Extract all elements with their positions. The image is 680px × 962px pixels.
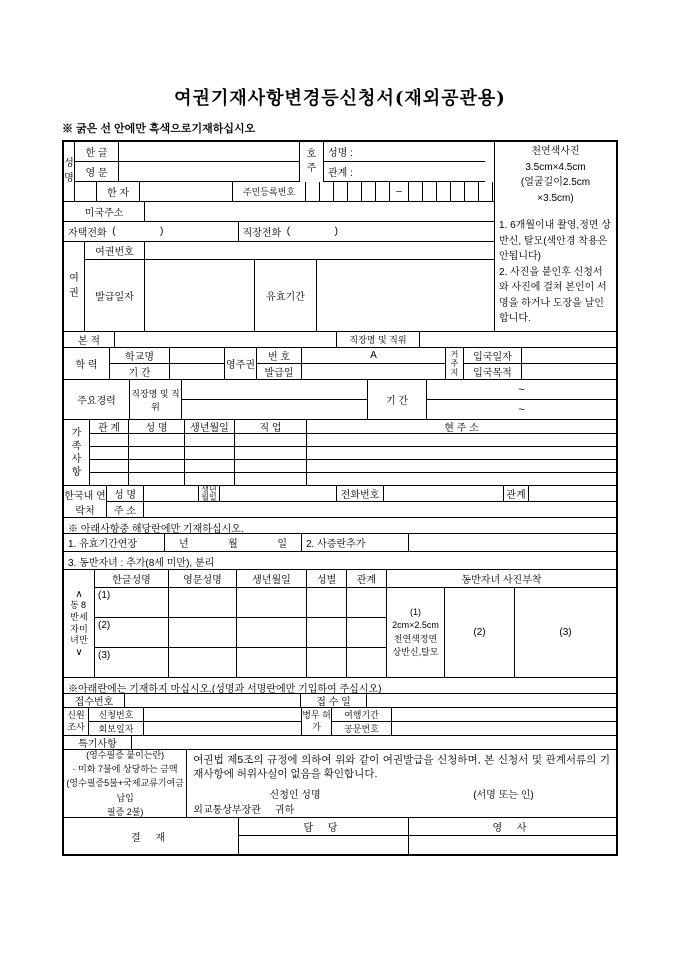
photo-note-1: 1. 6개월이내 촬영,정면 상반신, 탈모(색안경 착용은 안됩니다) [499,220,611,262]
child-photo-box-3[interactable]: (3) [559,627,572,638]
family-col-name: 성 명 [129,420,185,433]
us-address-field[interactable] [145,202,494,221]
school-period-field[interactable] [170,364,224,379]
minister-label: 외교통상부장관 [193,805,261,817]
child-birth-field[interactable] [237,648,307,677]
application-form [62,140,618,856]
child-relation-field[interactable] [347,588,387,617]
section-approval [64,818,616,854]
section-education [64,348,616,380]
home-phone-field[interactable] [64,222,239,241]
bracket-bottom: ∨ [75,646,83,658]
military-group-label: 병무 허가 [301,708,332,735]
green-card-issue-label: 발급일 [257,364,302,379]
jumin-digit-box[interactable] [409,182,423,201]
english-name-label: 영 문 [75,162,119,181]
work-phone-field[interactable] [239,222,494,241]
doc-number-field[interactable] [392,722,616,735]
home-phone-paren: ( ) [112,226,164,237]
career-period-field-2[interactable]: ~ [518,403,525,416]
us-address-label: 미국주소 [64,202,145,221]
passport-number-label: 여권번호 [85,242,145,259]
child-gender-field[interactable] [307,588,347,617]
id-app-number-field[interactable] [144,708,301,721]
korea-contact-phone-label: 전화번호 [337,486,384,501]
child-photo-spec-number: (1) [410,606,421,617]
children-col-relation: 관계 [347,570,387,587]
signature-label: (서명 또는 인) [473,790,534,802]
family-relation-field[interactable] [90,434,129,446]
child-hangul-field[interactable]: (2) [95,618,169,647]
special-note-label: 특기사항 [64,736,132,749]
photo-attachment-area [495,142,616,331]
section-identity [64,142,616,332]
family-group-label: 가족사항 [64,420,90,485]
family-birth-field[interactable] [185,447,235,459]
section-origin [64,332,616,348]
child-english-field[interactable] [169,618,237,647]
child-hangul-field[interactable]: (1) [95,588,169,617]
householder-relation-field[interactable]: 관계 : [324,162,485,182]
name-group-label: 성명 [64,142,75,201]
doc-number-label: 공문번호 [332,722,392,735]
jumin-digit-box[interactable] [362,182,376,201]
workplace-label: 직장명 및 직위 [337,332,420,347]
green-card-number-field[interactable]: A [370,350,377,361]
jumin-digit-box[interactable] [479,182,493,201]
consul-label: 영 사 [492,823,533,834]
validity-label: 유효기간 [255,260,317,331]
photo-title: 천연색사진 [531,146,580,157]
korea-contact-group-label: 한국내 연락처 [64,486,107,517]
page-title: 여권기재사항변경등신청서(재외공관용) [174,88,506,109]
korea-contact-name-field[interactable] [144,486,199,501]
home-phone-label: 자택전화 [68,228,107,239]
jumin-digit-box[interactable] [306,182,320,201]
receipt-number-field[interactable] [125,694,301,707]
korea-contact-relation-label: 관계 [504,486,529,501]
children-group-label [64,570,95,677]
receipt-date-label: 접 수 일 [301,694,367,707]
child-gender-field[interactable] [307,648,347,677]
section-career [64,380,616,420]
bracket-top: ∧ [75,589,83,601]
child-birth-field[interactable] [237,618,307,647]
work-phone-paren: ( ) [286,226,338,237]
dear-label: 귀하 [274,805,295,817]
child-photo-spec-color: 천연색정면 [393,633,438,644]
career-period-field-1[interactable]: ~ [427,380,616,400]
origin-field[interactable] [115,332,337,347]
family-job-field[interactable] [235,473,307,485]
korea-contact-phone-field[interactable] [384,486,504,501]
passport-number-field[interactable] [145,242,494,259]
korea-contact-address-label: 주 소 [107,502,144,517]
householder-group-label: 호주 [300,142,324,182]
issue-date-field[interactable] [145,260,255,331]
career-group-label: 주요경력 [64,380,130,419]
children-vert-label-1: 동반자녀 [70,600,79,646]
stamp-line-1: (영수필증 붙이는란) [86,749,165,760]
child-english-field[interactable] [169,588,237,617]
visa-pages-label: 2. 사증란추가 [302,534,409,551]
jumin-digit-box[interactable] [376,182,390,201]
id-reply-date-label: 회보일자 [89,722,144,735]
fill-instruction: ※ 굵은 선 안에만 흑색으로기재하십시오 [62,123,256,135]
child-photo-spec-size: 2cm×2.5cm [392,620,439,630]
education-group-label: 학 력 [64,348,110,379]
children-col-gender: 성별 [307,570,347,587]
jumin-digit-box[interactable] [437,182,451,201]
child-birth-field[interactable] [237,588,307,617]
child-english-field[interactable] [169,648,237,677]
family-name-field[interactable] [129,473,185,485]
extension-label: 1. 유효기간연장 [64,534,165,551]
section-declaration [64,750,616,818]
school-label: 학교명 [110,348,170,363]
section-family [64,420,616,486]
family-relation-field[interactable] [90,460,129,472]
family-name-field[interactable] [129,434,185,446]
jumin-digit-box[interactable] [465,182,479,201]
children-row-3 [95,648,387,677]
section-korea-contact [64,486,616,518]
hangul-name-field[interactable] [119,142,300,161]
korea-contact-birth-label: 생년월일 [199,486,220,501]
children-row-1 [95,588,387,618]
jumin-digit-box[interactable] [320,182,334,201]
children-col-birth: 생년월일 [237,570,307,587]
children-col-hangul: 한글성명 [95,570,169,587]
resident-number-boxes [306,182,506,201]
family-col-relation: 관 계 [90,420,129,433]
family-row [90,434,616,447]
family-row [90,473,616,485]
travel-period-field[interactable] [392,708,616,721]
stamp-line-4: 필증 2불) [106,807,144,818]
family-relation-field[interactable] [90,473,129,485]
children-vert-label-2: 8세미만 [79,600,88,646]
photo-note-2: 2. 사진을 붙인후 신청서와 사진에 걸쳐 본인이 서명을 하거나 도장을 날인합니다. [499,266,607,324]
travel-period-label: 여행기간 [332,708,392,721]
green-card-label: 영주권 [224,348,257,379]
jumin-digit-box[interactable] [334,182,348,201]
jumin-digit-box[interactable] [348,182,362,201]
family-birth-field[interactable] [185,434,235,446]
career-workplace-label: 직장명 및 직위 [130,380,182,419]
issue-date-label: 발급일자 [85,260,145,331]
jumin-digit-box[interactable] [423,182,437,201]
declaration-text: 여권법 제5조의 규정에 의하여 위와 같이 여권발급을 신청하며, 본 신청서 및 관계서류의 기재사항에 허위사실이 없음을 확인합니다. [193,754,610,781]
family-col-address: 현 주 소 [444,423,479,434]
family-job-field[interactable] [235,447,307,459]
special-note-field[interactable] [132,736,616,749]
child-photo-box-2[interactable]: (2) [445,588,515,677]
career-period-label: 기 간 [367,380,427,419]
jumin-digit-box[interactable] [451,182,465,201]
family-relation-field[interactable] [90,447,129,459]
id-check-group-label: 신원 조사 [64,708,89,735]
consul-sign-field[interactable] [409,836,616,854]
stamp-line-2: · 미화 7불에 상당하는 금액 [72,763,178,774]
children-row-2 [95,618,387,648]
receipt-date-field[interactable] [367,694,616,707]
family-address-field[interactable] [307,447,616,459]
validity-field[interactable] [317,260,494,331]
receipt-number-label: 접수번호 [64,694,125,707]
stamp-box [64,750,187,817]
family-name-field[interactable] [129,447,185,459]
section-children [64,570,616,678]
photo-size: 3.5cm×4.5cm [525,161,586,173]
children-title: 3. 동반자녀 : 추가(8세 미만), 분리 [64,552,616,570]
staff-sign-field[interactable] [239,836,409,854]
workplace-field[interactable] [420,332,616,347]
children-col-photo: 동반자녀 사진부착 [461,575,542,586]
origin-label: 본 적 [64,332,115,347]
family-address-field[interactable] [307,473,616,485]
korea-contact-birth-field[interactable] [220,486,337,501]
jumin-dash: – [390,182,410,201]
child-relation-field[interactable] [347,618,387,647]
photo-face-size-1: (얼굴길이2.5cm [520,177,591,188]
hanja-name-label: 한 자 [96,182,140,201]
hangul-name-label: 한 글 [75,142,119,161]
stamp-line-3: (영수필증5불+국제교류기여금납입 [66,778,184,803]
entry-date-label: 입국일자 [464,348,522,363]
english-name-field[interactable] [119,162,300,181]
section-options [64,534,616,552]
korea-contact-address-field[interactable] [144,502,616,517]
family-job-field[interactable] [235,434,307,446]
section-receipt [64,694,616,708]
official-note: ※아래란에는 기재하지 마십시오.(성명과 서명란에만 기입하여 주십시오) [64,678,616,694]
section-id-military [64,708,616,736]
career-field-2[interactable] [182,400,367,419]
residence-group-label: 거주지 [445,348,464,379]
householder-name-field[interactable]: 성명 : [324,142,485,162]
id-app-number-label: 신청번호 [89,708,144,721]
school-field[interactable] [170,348,224,363]
child-photo-box-1[interactable] [387,588,445,677]
family-name-field[interactable] [129,460,185,472]
children-col-english: 영문성명 [169,570,237,587]
month-label: 월 [228,539,238,550]
resident-number-label: 주민등록번호 [233,182,306,201]
family-row [90,460,616,473]
entry-date-field[interactable] [522,348,616,363]
visa-pages-field[interactable] [409,534,616,551]
child-hangul-field[interactable]: (3) [95,648,169,677]
family-address-field[interactable] [307,460,616,472]
green-card-number-label: 번 호 [257,348,302,363]
applicable-note: ※ 아래사항중 해당란에만 기재하십시오. [64,518,616,534]
family-col-job: 직 업 [235,420,307,433]
entry-purpose-label: 입국목적 [464,364,522,379]
approval-label: 결 재 [64,818,239,854]
applicant-name-label: 신청인 성명 [269,790,321,802]
korea-contact-name-label: 성 명 [107,486,144,501]
korea-contact-relation-field[interactable] [529,486,616,501]
staff-label: 담 당 [239,818,409,835]
day-label: 일 [277,539,287,550]
family-row [90,447,616,460]
year-label: 년 [179,539,189,550]
extension-date-field[interactable] [165,534,302,551]
child-photo-spec-pose: 상반신,탈모 [392,647,439,657]
hanja-name-field[interactable] [140,182,233,201]
family-col-birth: 생년월일 [185,420,235,433]
entry-purpose-field[interactable] [522,364,616,379]
green-card-issue-field[interactable] [302,364,445,379]
photo-face-size-2: ×3.5cm) [537,192,574,204]
child-gender-field[interactable] [307,618,347,647]
family-address-field[interactable] [307,434,616,446]
family-job-field[interactable] [235,460,307,472]
id-reply-date-field[interactable] [144,722,301,735]
family-birth-field[interactable] [185,473,235,485]
child-relation-field[interactable] [347,648,387,677]
family-birth-field[interactable] [185,460,235,472]
school-period-label: 기 간 [110,364,170,379]
work-phone-label: 직장전화 [242,228,282,239]
passport-group-label: 여권 [64,242,85,331]
career-field-1[interactable] [182,380,367,400]
